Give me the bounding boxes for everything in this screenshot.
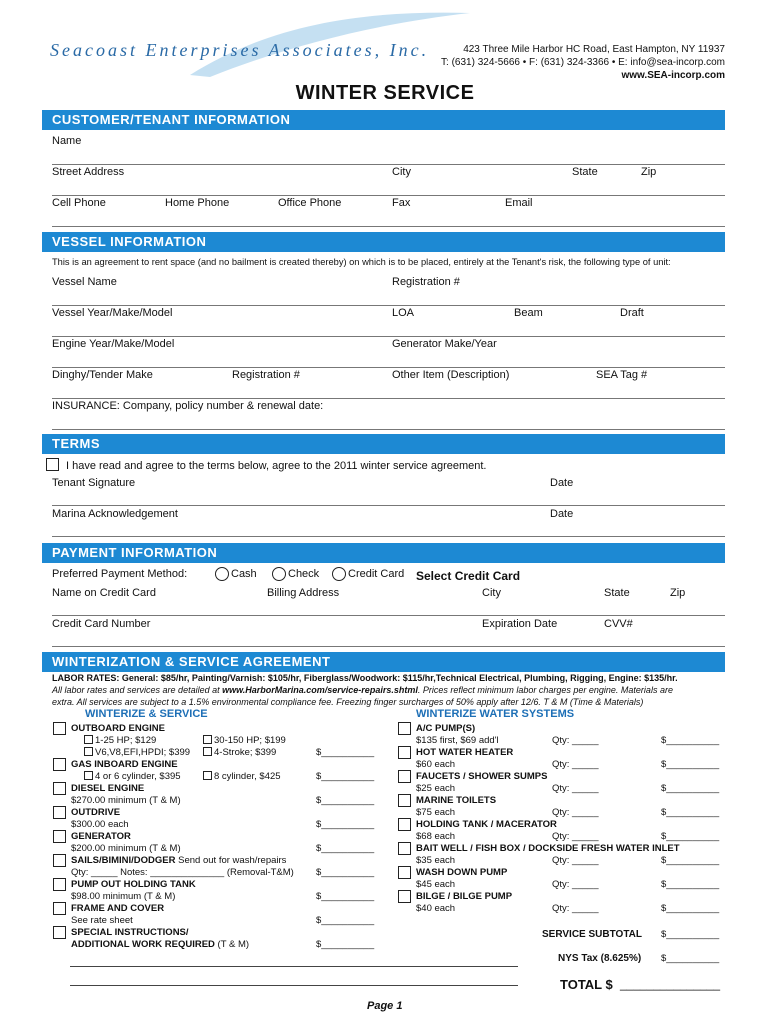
company-website[interactable]: www.SEA-incorp.com [621,70,725,81]
cell-phone-label: Cell Phone [52,197,106,209]
washdown-qty[interactable]: Qty: _____ [552,879,599,890]
sails-qty-notes[interactable]: Qty: _____ Notes: ______________ (Removal-T&M) [71,867,294,878]
frame-cover-label: FRAME AND COVER [71,903,165,914]
marina-ack-label: Marina Acknowledgement [52,508,178,520]
special-checkbox[interactable] [53,926,66,939]
vessel-ymm-label: Vessel Year/Make/Model [52,307,173,319]
frame-cover-checkbox[interactable] [53,902,66,915]
beam-label: Beam [514,307,543,319]
gas-inboard-label: GAS INBOARD ENGINE [71,759,178,770]
frame-cover-amount[interactable]: $__________ [316,915,375,926]
faucets-qty[interactable]: Qty: _____ [552,783,599,794]
registration-label: Registration # [392,276,460,288]
draft-label: Draft [620,307,644,319]
holding-tank-label: HOLDING TANK / MACERATOR [416,819,557,830]
toilets-label: MARINE TOILETS [416,795,497,806]
holding-tank-qty[interactable]: Qty: _____ [552,831,599,842]
toilets-qty[interactable]: Qty: _____ [552,807,599,818]
baitwell-label: BAIT WELL / FISH BOX / DOCKSIDE FRESH WATER INLET [416,843,680,854]
outdrive-label: OUTDRIVE [71,807,121,818]
page-title: WINTER SERVICE [295,82,475,104]
cash-radio[interactable] [215,567,229,581]
total-label: TOTAL $ [560,977,613,992]
outdrive-amount[interactable]: $__________ [316,819,375,830]
ob-30-150-checkbox[interactable] [203,735,212,744]
billing-zip-label: Zip [670,587,686,599]
payment-section-header: PAYMENT INFORMATION [42,543,725,563]
address-field[interactable] [52,195,725,196]
payment-method-label: Preferred Payment Method: [52,568,188,580]
dinghy-registration-label: Registration # [232,369,300,381]
dinghy-label: Dinghy/Tender Make [52,369,153,381]
insurance-field[interactable] [52,429,725,430]
tax-label: NYS Tax (8.625%) [558,953,642,964]
office-phone-label: Office Phone [278,197,342,209]
toilets-price: $75 each [416,807,456,818]
vessel-section-header: VESSEL INFORMATION [42,232,725,252]
gas-inboard-checkbox[interactable] [53,758,66,771]
street-label: Street Address [52,166,125,178]
instructions-line-2[interactable] [70,985,518,986]
toilets-amount[interactable]: $__________ [661,807,720,818]
tenant-signature-field[interactable] [52,505,725,506]
hot-water-amount[interactable]: $__________ [661,759,720,770]
diesel-label: DIESEL ENGINE [71,783,145,794]
washdown-price: $45 each [416,879,456,890]
billing-address-label: Billing Address [267,587,340,599]
gas-8-label: 8 cylinder, $425 [214,771,281,782]
washdown-label: WASH DOWN PUMP [416,867,508,878]
engine-field[interactable] [52,367,725,368]
outboard-checkbox[interactable] [53,722,66,735]
vessel-name-field[interactable] [52,305,725,306]
state-label: State [572,166,598,178]
check-radio[interactable] [272,567,286,581]
winterization-section-header: WINTERIZATION & SERVICE AGREEMENT [42,652,725,672]
expiration-label: Expiration Date [482,618,558,630]
customer-section-header: CUSTOMER/TENANT INFORMATION [42,110,725,130]
washdown-amount[interactable]: $__________ [661,879,720,890]
page-number: Page 1 [367,1000,403,1012]
company-name: Seacoast Enterprises Associates, Inc. [50,40,430,60]
company-contact: T: (631) 324-5666 • F: (631) 324-3366 • E: info@sea-incorp.com [441,57,725,68]
gas-4-6-label: 4 or 6 cylinder, $395 [95,771,181,782]
vessel-intro: This is an agreement to rent space (and no bailment is created thereby) on which is to be placed, entirely at the Tenant's risk, the following type of unit: [52,257,671,267]
outdrive-checkbox[interactable] [53,806,66,819]
card-number-label: Credit Card Number [52,618,151,630]
pumpout-amount[interactable]: $__________ [316,891,375,902]
outboard-label: OUTBOARD ENGINE [71,723,165,734]
labor-rates: LABOR RATES: General: $85/hr, Painting/Varnish: $105/hr, Fiberglass/Woodwork: $115/hr,Technical Electrical, Plumbing, Rigging, Engine: $135/hr. [52,673,678,683]
pumpout-checkbox[interactable] [53,878,66,891]
instructions-line-1[interactable] [70,966,518,967]
ob-1-25-checkbox[interactable] [84,735,93,744]
ac-pump-price: $135 first, $69 add'l [416,735,499,746]
generator-label: Generator Make/Year [392,338,497,350]
outboard-amount[interactable]: $__________ [316,747,375,758]
name-field[interactable] [52,164,725,165]
frame-cover-price: See rate sheet [71,915,133,926]
name-on-card-label: Name on Credit Card [52,587,156,599]
insurance-label: INSURANCE: Company, policy number & renewal date: [52,400,324,412]
toilets-checkbox[interactable] [398,794,411,807]
special-label: SPECIAL INSTRUCTIONS/ [71,927,189,938]
sea-tag-label: SEA Tag # [596,369,648,381]
cash-label: Cash [231,568,257,580]
winterize-service-heading: WINTERIZE & SERVICE [85,708,208,720]
cvv-label: CVV# [604,618,633,630]
diesel-checkbox[interactable] [53,782,66,795]
holding-tank-price: $68 each [416,831,456,842]
vessel-ymm-field[interactable] [52,336,725,337]
additional-amount[interactable]: $__________ [316,939,375,950]
rates-note-1: All labor rates and services are detailed at www.HarborMarina.com/service-repairs.shtml. Prices reflect minimum labor charges per engine. Materials are [52,685,673,695]
ac-pump-qty[interactable]: Qty: _____ [552,735,599,746]
city-label: City [392,166,411,178]
washdown-checkbox[interactable] [398,866,411,879]
fax-label: Fax [392,197,411,209]
total-amount[interactable]: _______________ [620,977,721,991]
holding-tank-checkbox[interactable] [398,818,411,831]
winterize-water-heading: WINTERIZE WATER SYSTEMS [416,708,575,720]
ac-pump-checkbox[interactable] [398,722,411,735]
bilge-label: BILGE / BILGE PUMP [416,891,513,902]
bilge-amount[interactable]: $__________ [661,903,720,914]
bilge-qty[interactable]: Qty: _____ [552,903,599,914]
ob-v6-label: V6,V8,EFI,HPDI; $399 [95,747,191,758]
generator-price: $200.00 minimum (T & M) [71,843,181,854]
baitwell-amount[interactable]: $__________ [661,855,720,866]
ob-1-25-label: 1-25 HP; $129 [95,735,157,746]
tenant-date-label: Date [550,477,574,489]
hot-water-price: $60 each [416,759,456,770]
outdrive-price: $300.00 each [71,819,129,830]
billing-city-label: City [482,587,501,599]
generator-amount[interactable]: $__________ [316,843,375,854]
pumpout-price: $98.00 minimum (T & M) [71,891,176,902]
marina-ack-field[interactable] [52,536,725,537]
email-label: Email [505,197,533,209]
gas-4-6-checkbox[interactable] [84,771,93,780]
gas-amount[interactable]: $__________ [316,771,375,782]
ob-4stroke-label: 4-Stroke; $399 [214,747,277,758]
ob-30-150-label: 30-150 HP; $199 [214,735,286,746]
diesel-price: $270.00 minimum (T & M) [71,795,181,806]
company-address: 423 Three Mile Harbor HC Road, East Hampton, NY 11937 [463,44,725,55]
generator-checkbox[interactable] [53,830,66,843]
hot-water-checkbox[interactable] [398,746,411,759]
zip-label: Zip [641,166,657,178]
ob-4stroke-checkbox[interactable] [203,747,212,756]
billing-state-label: State [604,587,630,599]
loa-label: LOA [392,307,415,319]
billing-field[interactable] [52,615,725,616]
terms-section-header: TERMS [42,434,725,454]
ob-v6-checkbox[interactable] [84,747,93,756]
pumpout-label: PUMP OUT HOLDING TANK [71,879,196,890]
agree-checkbox[interactable] [46,458,59,471]
faucets-amount[interactable]: $__________ [661,783,720,794]
tax-amount[interactable]: $__________ [661,953,720,964]
check-label: Check [288,568,320,580]
faucets-checkbox[interactable] [398,770,411,783]
generator-service-label: GENERATOR [71,831,131,842]
phone-field[interactable] [52,226,725,227]
sails-label: SAILS/BIMINI/DODGER Send out for wash/repairs [71,855,287,866]
tenant-signature-label: Tenant Signature [52,477,136,489]
credit-card-radio[interactable] [332,567,346,581]
engine-label: Engine Year/Make/Model [52,338,175,350]
baitwell-qty[interactable]: Qty: _____ [552,855,599,866]
dinghy-field[interactable] [52,398,725,399]
select-credit-card[interactable]: Select Credit Card [416,569,521,583]
other-item-label: Other Item (Description) [392,369,510,381]
service-subtotal-amount[interactable]: $__________ [661,929,720,940]
holding-tank-amount[interactable]: $__________ [661,831,720,842]
service-subtotal-label: SERVICE SUBTOTAL [542,929,643,940]
credit-card-label: Credit Card [348,568,405,580]
bilge-checkbox[interactable] [398,890,411,903]
vessel-name-label: Vessel Name [52,276,117,288]
hot-water-qty[interactable]: Qty: _____ [552,759,599,770]
baitwell-price: $35 each [416,855,456,866]
additional-work-label: ADDITIONAL WORK REQUIRED (T & M) [71,939,250,950]
agree-text: I have read and agree to the terms below, agree to the 2011 winter service agreement. [66,460,487,472]
bilge-price: $40 each [416,903,456,914]
diesel-amount[interactable]: $__________ [316,795,375,806]
hot-water-label: HOT WATER HEATER [416,747,514,758]
home-phone-label: Home Phone [165,197,230,209]
marina-date-label: Date [550,508,574,520]
ac-pump-label: A/C PUMP(S) [416,723,476,734]
service-link[interactable]: www.HarborMarina.com/service-repairs.shtml [222,685,418,695]
faucets-price: $25 each [416,783,456,794]
sails-amount[interactable]: $__________ [316,867,375,878]
sails-checkbox[interactable] [53,854,66,867]
name-label: Name [52,135,82,147]
gas-8-checkbox[interactable] [203,771,212,780]
card-number-field[interactable] [52,646,725,647]
faucets-label: FAUCETS / SHOWER SUMPS [416,771,548,782]
rates-note-2: extra. All services are subject to a 1.5% environmental compliance fee. Freezing finger surcharges of 50% apply after 12/6. T & M (Time & Materials) [52,697,644,707]
baitwell-checkbox[interactable] [398,842,411,855]
ac-pump-amount[interactable]: $__________ [661,735,720,746]
